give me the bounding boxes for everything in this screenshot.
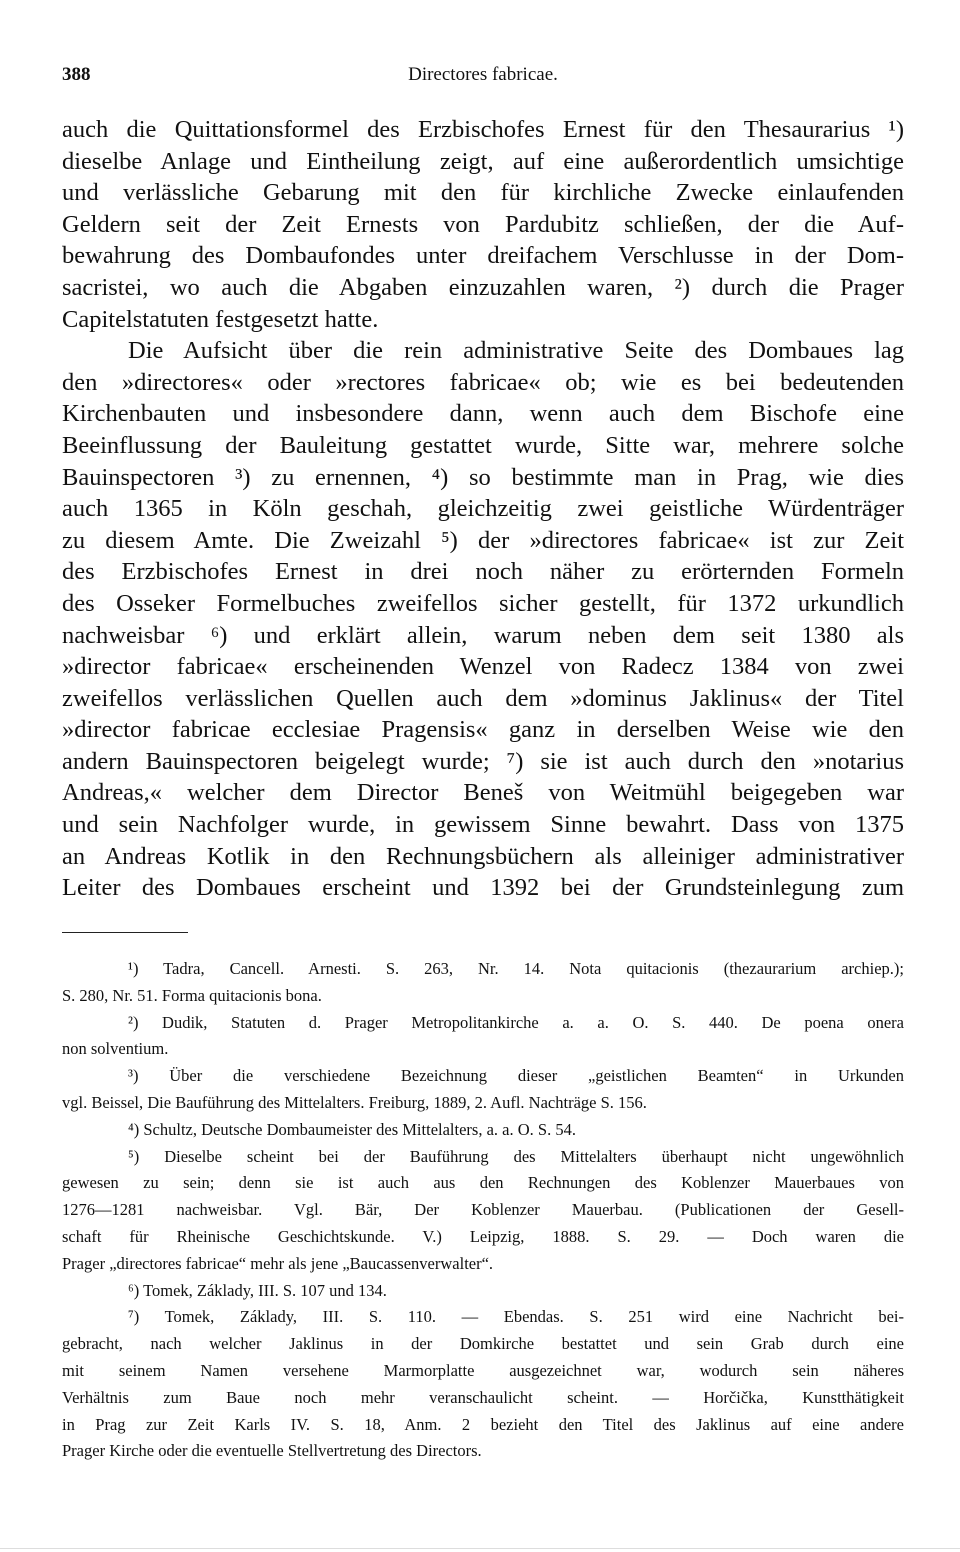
body-line: zweifellos verlässlichen Quellen auch dem »dominus Jaklinus« der Titel	[62, 684, 904, 712]
footnote-line: Verhältnis zum Baue noch mehr veranschaulicht scheint. — Horčička, Kunstthätigkeit	[62, 1387, 904, 1407]
body-line: und sein Nachfolger wurde, in gewissem Sinne bewahrt. Dass von 1375	[62, 811, 904, 839]
body-line: Beeinflussung der Bauleitung gestattet wurde, Sitte war, mehrere solche	[62, 431, 904, 459]
body-line: den »directores« oder »rectores fabricae« ob; wie es bei bedeutenden	[62, 368, 904, 396]
footnote-line: ⁴) Schultz, Deutsche Dombaumeister des Mittelalters, a. a. O. S. 54.	[128, 1119, 576, 1139]
footnote-line: ¹) Tadra, Cancell. Arnesti. S. 263, Nr. 14. Nota quitacionis (thezaurarium archiep.);	[128, 959, 904, 978]
body-line: Capitelstatuten festgesetzt hatte.	[62, 305, 379, 333]
body-line: dieselbe Anlage und Eintheilung zeigt, auf eine außerordentlich umsichtige	[62, 147, 904, 175]
footnote-line: S. 280, Nr. 51. Forma quitacionis bona.	[62, 985, 322, 1005]
body-line: bewahrung des Dombaufondes unter dreifachem Verschlusse in der Dom-	[62, 242, 904, 270]
footnote-line: schaft für Rheinische Geschichtskunde. V.) Leipzig, 1888. S. 29. — Doch waren die	[62, 1226, 904, 1246]
body-line: Bauinspectoren ³) zu ernennen, ⁴) so bestimmte man in Prag, wie dies	[62, 463, 904, 491]
body-line: des Osseker Formelbuches zweifellos sicher gestellt, für 1372 urkundlich	[62, 589, 904, 617]
footnote-line: in Prag zur Zeit Karls IV. S. 18, Anm. 2 bezieht den Titel des Jaklinus auf eine andere	[62, 1414, 904, 1434]
body-line: an Andreas Kotlik in den Rechnungsbüchern als alleiniger administrativer	[62, 842, 904, 870]
body-line: Geldern seit der Zeit Ernests von Pardubitz schließen, der die Auf-	[62, 210, 904, 238]
footnote-line: gebracht, nach welcher Jaklinus in der Domkirche bestattet und sein Grab durch eine	[62, 1334, 904, 1354]
body-line: Andreas,« welcher dem Director Beneš von Weitmühl beigegeben war	[62, 779, 904, 807]
body-line: auch 1365 in Köln geschah, gleichzeitig zwei geistliche Würdenträger	[62, 495, 904, 523]
footnote-line: vgl. Beissel, Die Bauführung des Mittelalters. Freiburg, 1889, 2. Aufl. Nachträge S. 156.	[62, 1092, 647, 1112]
body-line: des Erzbischofes Ernest in drei noch näher zu erörternden Formeln	[62, 558, 904, 586]
body-line: Leiter des Dombaues erscheint und 1392 bei der Grundsteinlegung zum	[62, 874, 904, 902]
footnote-line: 1276—1281 nachweisbar. Vgl. Bär, Der Koblenzer Mauerbau. (Publicationen der Gesell-	[62, 1200, 904, 1220]
footnote-line: ²) Dudik, Statuten d. Prager Metropolitankirche a. a. O. S. 440. De poena onera	[128, 1012, 904, 1032]
page-header	[62, 64, 904, 92]
body-line: »director fabricae« erscheinenden Wenzel von Radecz 1384 von zwei	[62, 653, 904, 681]
footnote-line: Prager Kirche oder die eventuelle Stellvertretung des Directors.	[62, 1441, 482, 1461]
body-line: auch die Quittationsformel des Erzbischofes Ernest für den Thesaurarius ¹)	[62, 116, 904, 143]
body-line: zu diesem Amte. Die Zweizahl ⁵) der »directores fabricae« ist zur Zeit	[62, 526, 904, 554]
footnote-line: ³) Über die verschiedene Bezeichnung dieser „geistlichen Beamten“ in Urkunden	[128, 1066, 904, 1086]
page-number: 388	[62, 64, 91, 85]
body-line: andern Bauinspectoren beigelegt wurde; ⁷) sie ist auch durch den »notarius	[62, 747, 904, 775]
footnote-line: ⁶) Tomek, Základy, III. S. 107 und 134.	[128, 1280, 387, 1300]
footnote-line: Prager „directores fabricae“ mehr als jene „Baucassenverwalter“.	[62, 1253, 494, 1273]
footnote-line: ⁵) Dieselbe scheint bei der Bauführung des Mittelalters überhaupt nicht ungewöhnlich	[128, 1146, 904, 1166]
body-line: nachweisbar ⁶) und erklärt allein, warum neben dem seit 1380 als	[62, 621, 904, 649]
body-line: »director fabricae ecclesiae Pragensis« ganz in derselben Weise wie den	[62, 716, 904, 744]
body-line: sacristei, wo auch die Abgaben einzuzahlen waren, ²) durch die Prager	[62, 273, 904, 301]
footnotes	[62, 956, 904, 1465]
footnote-line: ⁷) Tomek, Základy, III. S. 110. — Ebendas. S. 251 wird eine Nachricht bei-	[128, 1307, 904, 1327]
footnote-divider	[62, 932, 188, 933]
body-line: Kirchenbauten und insbesondere dann, wenn auch dem Bischofe eine	[62, 400, 904, 428]
body-line: und verlässliche Gebarung mit den für kirchliche Zwecke einlaufenden	[62, 179, 904, 207]
body-text	[62, 114, 904, 904]
footnote-line: non solventium.	[62, 1039, 169, 1059]
footnote-line: mit seinem Namen versehene Marmorplatte ausgezeichnet war, wodurch sein näheres	[62, 1360, 904, 1380]
running-title: Directores fabricae.	[408, 64, 558, 85]
body-line: Die Aufsicht über die rein administrative Seite des Dombaues lag	[128, 337, 904, 365]
footnote-line: gewesen zu sein; denn sie ist auch aus den Rechnungen des Koblenzer Mauerbaues von	[62, 1173, 904, 1193]
scan-edge	[0, 1548, 960, 1549]
